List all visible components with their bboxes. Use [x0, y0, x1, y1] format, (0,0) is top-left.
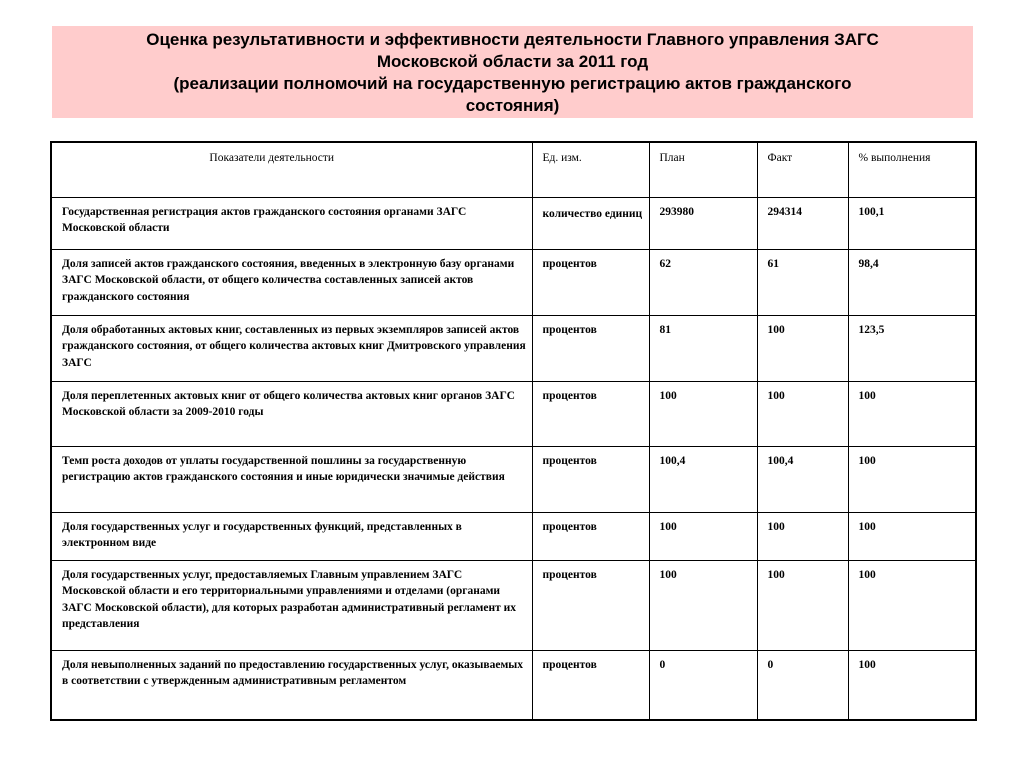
row-unit: процентов [532, 249, 649, 315]
table-row [51, 650, 976, 720]
row-fact: 100 [757, 560, 848, 650]
row-unit: процентов [532, 381, 649, 446]
row-indicator: Темп роста доходов от уплаты государственной пошлины за государственную регистрацию актов гражданского состояния и иные юридически значимые действия [51, 446, 532, 512]
row-unit: количество единиц [532, 197, 649, 249]
row-indicator: Доля невыполненных заданий по предоставлению государственных услуг, оказываемых в соответствии с утвержденным административным регламентом [51, 650, 532, 720]
row-indicator: Государственная регистрация актов гражданского состояния органами ЗАГС Московской области [51, 197, 532, 249]
row-fact: 100 [757, 381, 848, 446]
row-indicator: Доля государственных услуг и государственных функций, представленных в электронном виде [51, 512, 532, 560]
row-fact: 61 [757, 249, 848, 315]
slide-title [52, 26, 973, 118]
row-plan: 0 [649, 650, 757, 720]
row-plan: 62 [649, 249, 757, 315]
row-plan: 100 [649, 512, 757, 560]
row-percent: 100 [848, 512, 976, 560]
row-plan: 100 [649, 381, 757, 446]
row-percent: 100,1 [848, 197, 976, 249]
row-unit: процентов [532, 446, 649, 512]
row-plan: 293980 [649, 197, 757, 249]
header-percent: % выполнения [848, 142, 976, 197]
table-row [51, 315, 976, 381]
row-fact: 0 [757, 650, 848, 720]
row-percent: 100 [848, 446, 976, 512]
title-line-1: Оценка результативности и эффективности деятельности Главного управления ЗАГС [146, 30, 879, 49]
row-percent: 98,4 [848, 249, 976, 315]
row-unit: процентов [532, 315, 649, 381]
header-indicator: Показатели деятельности [51, 142, 532, 197]
row-indicator: Доля записей актов гражданского состояния, введенных в электронную базу органами ЗАГС Московской области, от общего количества составленных записей актов гражданского состояния [51, 249, 532, 315]
row-plan: 100,4 [649, 446, 757, 512]
row-percent: 100 [848, 560, 976, 650]
row-indicator: Доля обработанных актовых книг, составленных из первых экземпляров записей актов гражданского состояния, от общего количества актовых книг Дмитровского управления ЗАГС [51, 315, 532, 381]
row-fact: 100 [757, 315, 848, 381]
table-row [51, 512, 976, 560]
header-fact: Факт [757, 142, 848, 197]
table-row [51, 446, 976, 512]
table-row [51, 381, 976, 446]
row-percent: 100 [848, 381, 976, 446]
header-unit: Ед. изм. [532, 142, 649, 197]
row-fact: 294314 [757, 197, 848, 249]
row-indicator: Доля переплетенных актовых книг от общего количества актовых книг органов ЗАГС Московской области за 2009-2010 годы [51, 381, 532, 446]
title-line-2: Московской области за 2011 год [376, 52, 649, 71]
row-indicator: Доля государственных услуг, предоставляемых Главным управлением ЗАГС Московской области и его территориальными управлениями и отделами (органами ЗАГС Московской области), для которых разработан административный регламент их представления [51, 560, 532, 650]
table-header-row [51, 142, 976, 197]
row-plan: 81 [649, 315, 757, 381]
row-unit: процентов [532, 650, 649, 720]
row-fact: 100,4 [757, 446, 848, 512]
row-fact: 100 [757, 512, 848, 560]
header-plan: План [649, 142, 757, 197]
table-row [51, 249, 976, 315]
title-line-4: состояния) [465, 96, 560, 115]
table-row [51, 560, 976, 650]
row-unit: процентов [532, 512, 649, 560]
row-plan: 100 [649, 560, 757, 650]
table-row [51, 197, 976, 249]
row-percent: 100 [848, 650, 976, 720]
row-percent: 123,5 [848, 315, 976, 381]
row-unit: процентов [532, 560, 649, 650]
title-line-3: (реализации полномочий на государственную регистрацию актов гражданского [173, 74, 852, 93]
performance-table [50, 141, 977, 721]
